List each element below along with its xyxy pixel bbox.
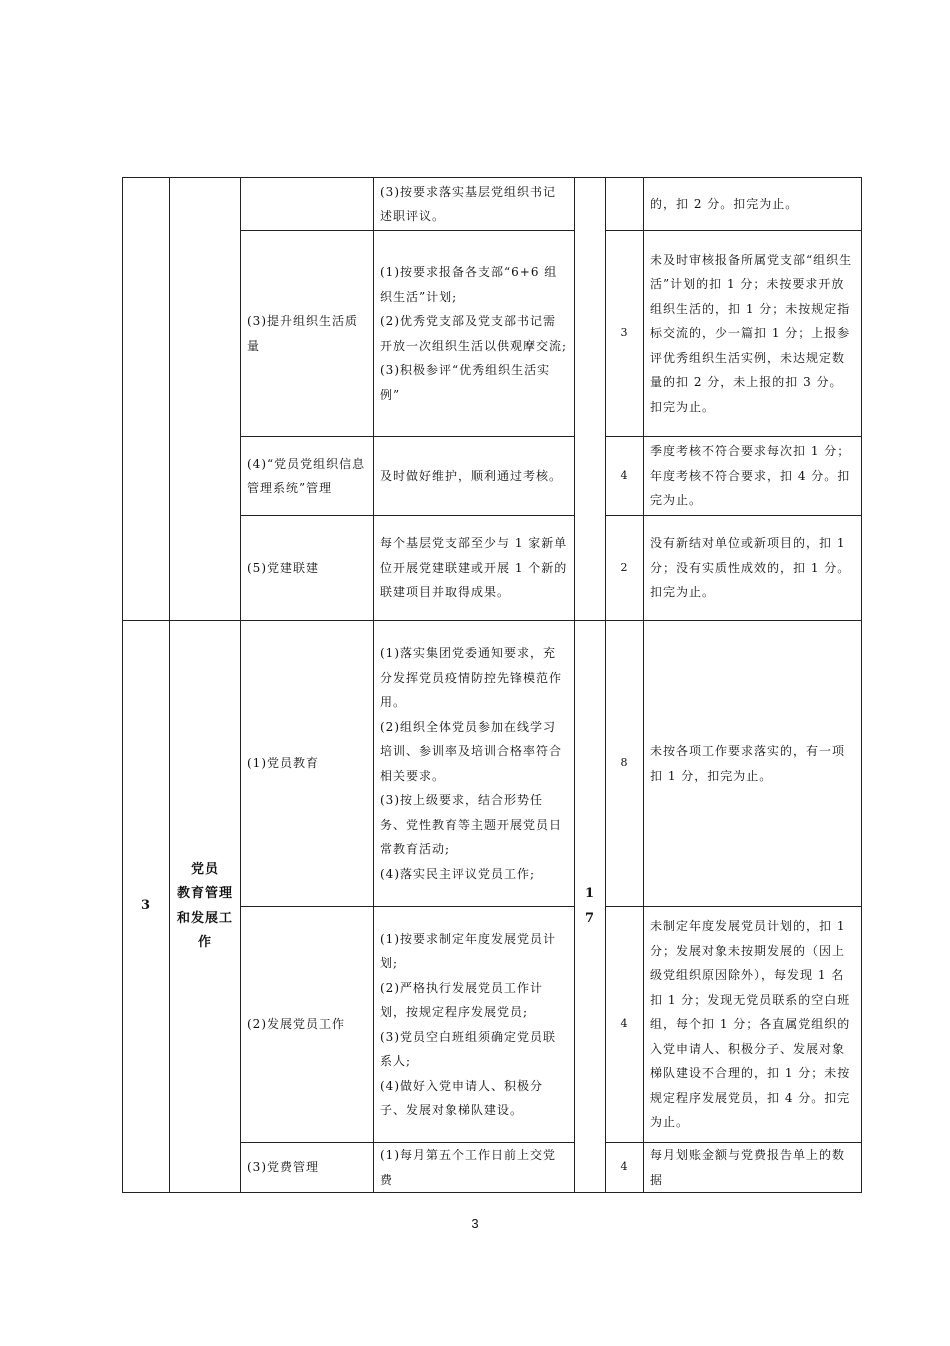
score-cell: 4 (606, 437, 644, 516)
table-row (123, 621, 862, 907)
requirement-cell (374, 907, 575, 1143)
deduction-cell (644, 1143, 862, 1193)
requirement-line: (2)组织全体党员参加在线学习培训、参训率及培训合格率符合相关要求。 (380, 719, 563, 783)
item-cell: (3)党费管理 (241, 1143, 374, 1193)
assessment-table (122, 177, 862, 1193)
item-cell: (5)党建联建 (241, 516, 374, 621)
item-cell: (2)发展党员工作 (241, 907, 374, 1143)
category-cell (170, 621, 241, 1193)
page-number: 3 (471, 1216, 479, 1231)
table-row (123, 178, 862, 231)
deduction-line: 未制定年度发展党员计划的，扣 1 分；发展对象未按期发展的（因上级党组织原因除外），每发现 1 名扣 1 分；发现无党员联系的空白班组，每个扣 1 分；各直属党组织的入党申请人、积极分子、发展对象梯队建设不合理的，扣 1 分；未按规定程序发展党员，扣 4 分。扣完为止。 (650, 919, 851, 1130)
category-line: 党员 (190, 861, 219, 877)
requirement-cell (374, 178, 575, 231)
requirement-line: (3)党员空白班组须确定党员联系人; (380, 1029, 556, 1068)
requirement-line: (2)严格执行发展党员工作计划，按规定程序发展党员; (380, 980, 543, 1019)
requirement-cell (374, 516, 575, 621)
item-cell: (3)提升组织生活质量 (241, 231, 374, 437)
requirement-line: (1)按要求制定年度发展党员计划; (380, 931, 556, 970)
deduction-cell (644, 516, 862, 621)
requirement-cell (374, 1143, 575, 1193)
deduction-line: 未按各项工作要求落实的，有一项扣 1 分，扣完为止。 (650, 744, 846, 783)
requirement-line: (3)按要求落实基层党组织书记述职评议。 (380, 184, 556, 223)
requirement-line: (4)做好入党申请人、积极分子、发展对象梯队建设。 (380, 1078, 543, 1117)
category-line: 作 (197, 935, 212, 950)
category-line: 教育管理 (176, 886, 233, 901)
deduction-cell (644, 621, 862, 907)
total-score-cell: 17 (575, 621, 606, 1193)
requirement-cell (374, 437, 575, 516)
total-score-cell (575, 178, 606, 621)
section-index-cell: 3 (123, 621, 170, 1193)
deduction-cell (644, 178, 862, 231)
requirement-line: (1)落实集团党委通知要求，充分发挥党员疫情防控先锋模范作用。 (380, 646, 563, 709)
category-cell (170, 178, 241, 621)
section-index-cell (123, 178, 170, 621)
requirement-line: (2)优秀党支部及党支部书记需开放一次组织生活以供观摩交流; (380, 314, 568, 353)
item-cell: (4)“党员党组织信息管理系统”管理 (241, 437, 374, 516)
requirement-line: (3)积极参评“优秀组织生活实例” (380, 363, 551, 402)
requirement-line: 及时做好维护，顺利通过考核。 (380, 468, 563, 483)
requirement-cell (374, 621, 575, 907)
deduction-line: 每月划账金额与党费报告单上的数据 (650, 1148, 846, 1187)
item-cell (241, 178, 374, 231)
deduction-line: 的，扣 2 分。扣完为止。 (650, 196, 799, 211)
score-cell: 8 (606, 621, 644, 907)
deduction-cell (644, 437, 862, 516)
requirement-line: 每个基层党支部至少与 1 家新单位开展党建联建或开展 1 个新的联建项目并取得成果。 (380, 536, 568, 600)
deduction-line: 没有新结对单位或新项目的，扣 1 分；没有实质性成效的，扣 1 分。扣完为止。 (650, 536, 851, 600)
requirement-line: (1)每月第五个工作日前上交党费 (380, 1148, 556, 1187)
score-cell: 4 (606, 1143, 644, 1193)
score-cell: 4 (606, 907, 644, 1143)
category-line: 和发展工 (176, 910, 233, 926)
requirement-line: (1)按要求报备各支部“6+6 组织生活”计划; (380, 265, 558, 304)
deduction-cell (644, 907, 862, 1143)
deduction-line: 未及时审核报备所属党支部“组织生活”计划的扣 1 分；未按要求开放组织生活的，扣 1 分；未按规定指标交流的，少一篇扣 1 分；上报参评优秀组织生活实例，未达规定数量的扣 2 分，未上报的扣 3 分。扣完为止。 (650, 252, 853, 414)
deduction-cell (644, 231, 862, 437)
deduction-line: 季度考核不符合要求每次扣 1 分；年度考核不符合要求，扣 4 分。扣完为止。 (650, 444, 851, 508)
requirement-line: (4)落实民主评议党员工作; (380, 866, 536, 881)
score-cell: 3 (606, 231, 644, 437)
requirement-line: (3)按上级要求，结合形势任务、党性教育等主题开展党员日常教育活动; (380, 793, 563, 856)
requirement-cell (374, 231, 575, 437)
item-cell: (1)党员教育 (241, 621, 374, 907)
score-cell (606, 178, 644, 231)
score-cell: 2 (606, 516, 644, 621)
